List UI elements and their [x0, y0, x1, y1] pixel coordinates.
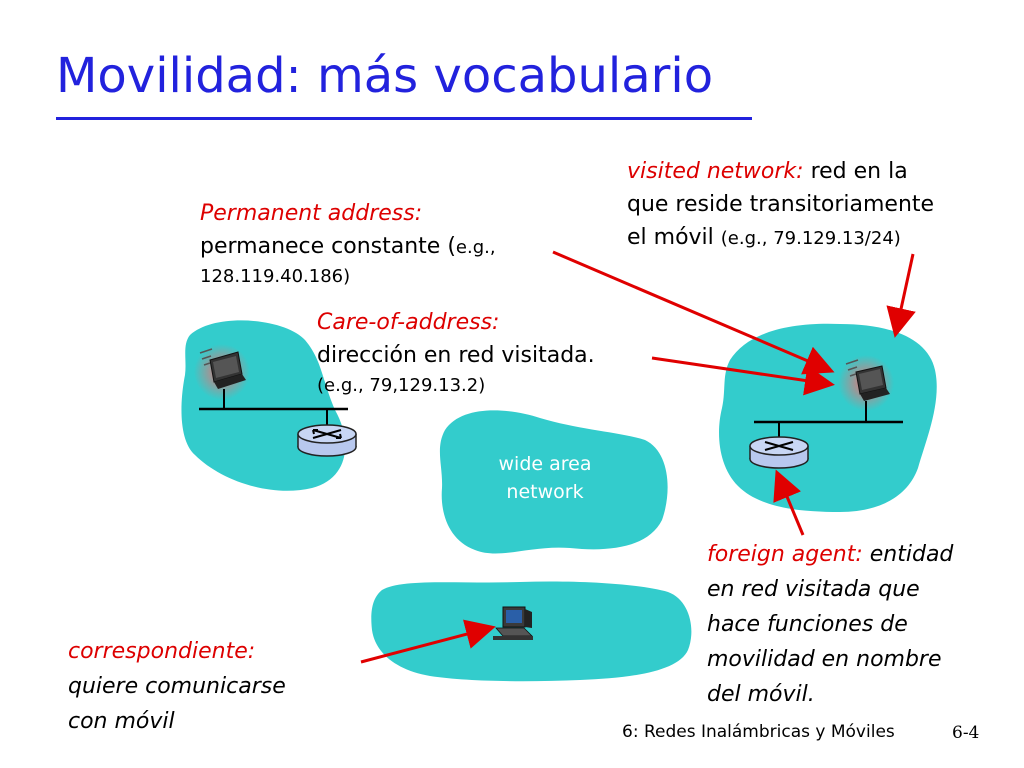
correspondent-term: correspondiente: [68, 639, 256, 664]
foreign-agent-line4: movilidad en nombre [707, 647, 942, 672]
wan-label-line2: network [506, 481, 584, 503]
slide-title: Movilidad: más vocabulario [56, 48, 714, 104]
wan-label-line1: wide area [498, 453, 592, 475]
foreign-agent-line3: hace funciones de [707, 612, 908, 637]
footer-text: 6: Redes Inalámbricas y Móviles [622, 722, 895, 742]
correspondent-line2: quiere comunicarse [68, 674, 286, 699]
correspondent-line3: con móvil [68, 709, 175, 734]
visited-network-arrow [896, 254, 913, 332]
permanent-address-example: 128.119.40.186) [200, 266, 351, 287]
visited-network-term: visited network: [627, 159, 804, 184]
visited-network-example: (e.g., 79.129.13/24) [720, 228, 901, 249]
visited-network-annotation [627, 155, 934, 255]
visited-network-line1: red en la [803, 159, 908, 184]
router-icon [298, 425, 356, 456]
correspondent-annotation [68, 634, 286, 739]
care-of-address-term: Care-of-address: [317, 310, 500, 335]
visited-network-line3: el móvil [627, 225, 721, 250]
foreign-agent-term: foreign agent: [707, 542, 863, 567]
permanent-address-eg: e.g., [455, 237, 496, 258]
visited-network-line2: que reside transitoriamente [627, 192, 935, 217]
permanent-address-line2: permanece constante ( [200, 234, 456, 259]
care-of-address-example: (e.g., 79,129.13.2) [317, 375, 486, 396]
correspondent-network [371, 581, 691, 681]
foreign-agent-line1: entidad [862, 542, 954, 567]
foreign-agent-line5: del móvil. [707, 682, 815, 707]
foreign-agent-annotation [707, 537, 953, 712]
foreign-agent-line2: en red visitada que [707, 577, 920, 602]
wan-label [470, 450, 620, 506]
permanent-address-term: Permanent address: [200, 201, 423, 226]
page-number: 6-4 [952, 723, 980, 743]
permanent-address-annotation [200, 197, 496, 290]
visited-network [719, 324, 937, 512]
care-of-address-annotation [317, 306, 595, 400]
router-icon [750, 437, 808, 468]
care-of-address-line2: dirección en red visitada. [317, 343, 595, 368]
